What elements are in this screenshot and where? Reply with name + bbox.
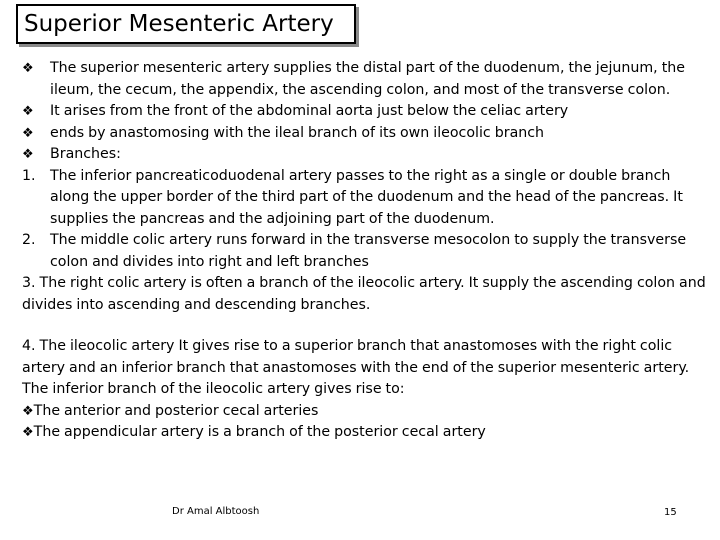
diamond-bullet-icon: ❖ [22,425,34,440]
inferior-branch-intro: The inferior branch of the ileocolic artery gives rise to: [22,381,405,397]
bullet-item [22,101,712,123]
sub-bullet-text: The appendicular artery is a branch of the posterior cecal artery [33,424,486,440]
page-number: 15 [664,507,677,518]
sub-bullet-item [22,401,712,423]
diamond-bullet-icon: ❖ [22,147,34,162]
numbered-item [22,166,712,231]
bullet-item [22,144,712,166]
diamond-bullet-icon: ❖ [22,61,34,76]
page-title: Superior Mesenteric Artery [24,11,334,37]
bullet-text: Branches: [50,146,121,162]
ileocolic-paragraph: 4. The ileocolic artery It gives rise to a superior branch that anastomoses with the right colic artery and an inferior branch that anastomoses with the end of the superior mesenteric artery. [22,338,690,376]
diamond-bullet-icon: ❖ [22,125,34,141]
right-colic-paragraph: 3. The right colic artery is often a branch of the ileocolic artery. It supply the ascending colon and divides into ascending and descending branches. [22,275,706,313]
numbered-text: The middle colic artery runs forward in the transverse mesocolon to supply the transverse colon and divides into right and left branches [50,232,687,270]
footer-author: Dr Amal Albtoosh [172,506,260,517]
bullet-text: ends by anastomosing with the ileal branch of its own ileocolic branch [50,124,545,141]
diamond-bullet-icon: ❖ [22,403,34,419]
content-body [22,58,712,444]
bullet-text: It arises from the front of the abdominal aorta just below the celiac artery [50,103,569,119]
bullet-text: The superior mesenteric artery supplies the distal part of the duodenum, the jejunum, the ileum, the cecum, the appendix, the ascending colon, and most of the transverse colon. [50,60,685,98]
title-box [16,4,356,44]
item-number: 1. [22,167,36,184]
bullet-item [22,123,712,145]
item-number: 2. [22,232,36,248]
numbered-text: The inferior pancreaticoduodenal artery passes to the right as a single or double branch along the upper border of the third part of the duodenum and the head of the pancreas. It supplies the pancreas and the adjoining part of the duodenum. [50,167,683,227]
spacer [22,316,712,336]
sub-bullet-item [22,422,712,444]
numbered-item [22,230,712,273]
sub-bullet-text: The anterior and posterior cecal arteries [33,402,319,419]
diamond-bullet-icon: ❖ [22,104,34,119]
bullet-item [22,58,712,101]
